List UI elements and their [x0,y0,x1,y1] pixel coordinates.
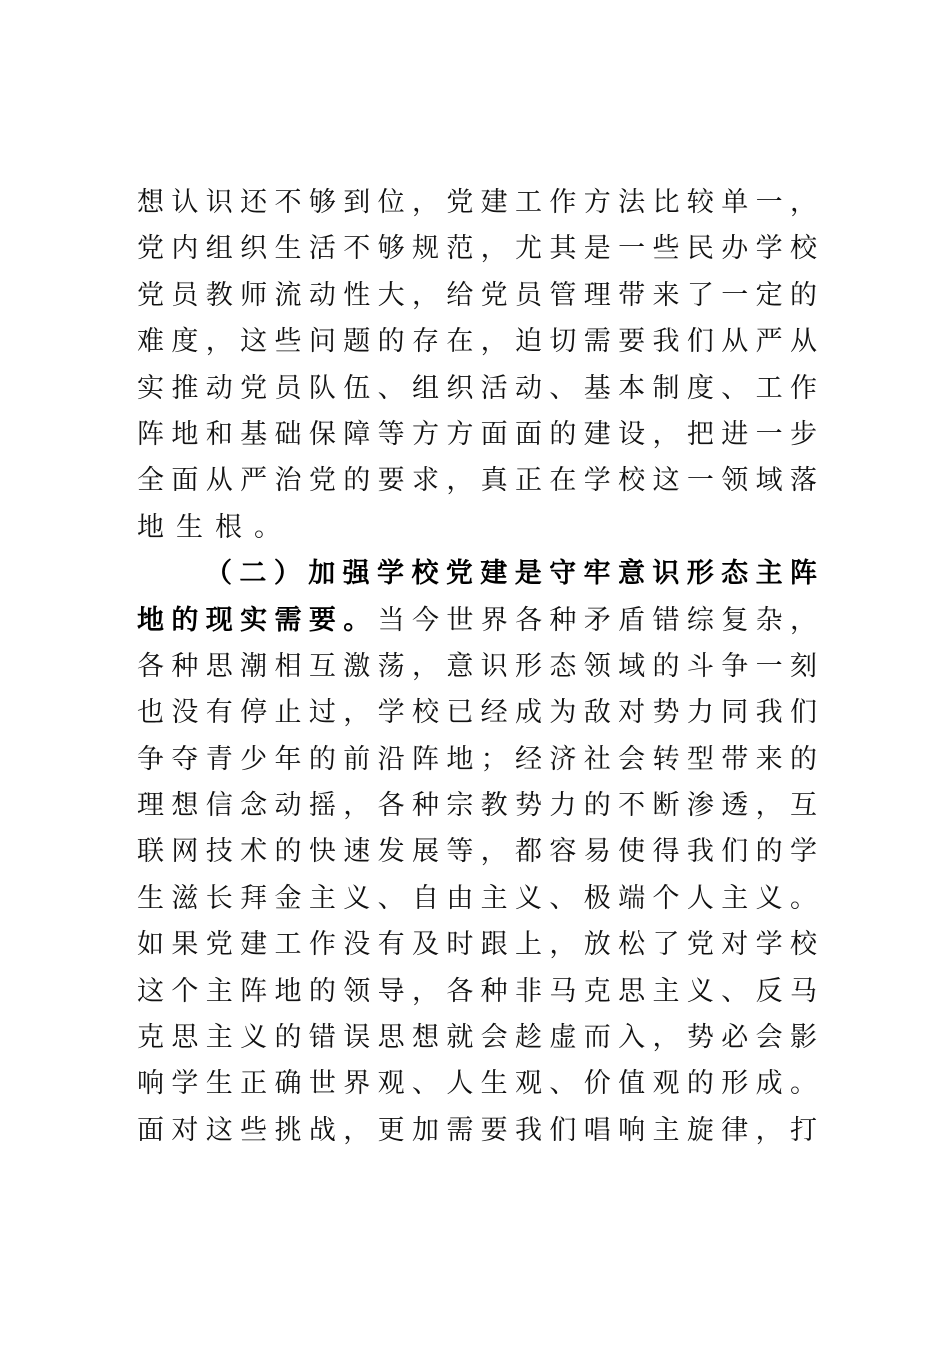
text-line: 克思主义的错误思想就会趁虚而入，势必会影 [137,1022,817,1054]
text-line: 争夺青少年的前沿阵地；经济社会转型带来的 [137,743,817,775]
text-line: 党员教师流动性大，给党员管理带来了一定的 [137,279,817,311]
text-line: 也没有停止过，学校已经成为敌对势力同我们 [137,697,817,729]
text-line: 实推动党员队伍、组织活动、基本制度、工作 [137,372,817,404]
text-line: 全面从严治党的要求，真正在学校这一领域落 [137,465,817,497]
text-line: 面对这些挑战，更加需要我们唱响主旋律，打 [137,1114,817,1146]
text-line: 地生根。 [137,511,293,543]
text-line: 生滋长拜金主义、自由主义、极端个人主义。 [137,882,817,914]
body-text [137,180,817,1154]
text-line: 阵地和基础保障等方方面面的建设，把进一步 [137,418,817,450]
text-line: 难度，这些问题的存在，迫切需要我们从严从 [137,326,817,358]
text-line-with-heading [137,598,817,644]
text-line: 响学生正确世界观、人生观、价值观的形成。 [137,1068,817,1100]
text-fragment: 当今世界各种矛盾错综复杂， [377,604,817,636]
text-line: 党内组织生活不够规范，尤其是一些民办学校 [137,233,817,265]
text-line: 各种思潮相互激荡，意识形态领域的斗争一刻 [137,650,817,682]
section-heading: （二）加强学校党建是守牢意识形态主阵 [205,558,817,590]
text-line: 联网技术的快速发展等，都容易使得我们的学 [137,836,817,868]
text-line: 这个主阵地的领导，各种非马克思主义、反马 [137,975,817,1007]
section-heading-end: 地的现实需要。 [137,604,378,636]
text-line: 想认识还不够到位，党建工作方法比较单一， [137,187,817,218]
text-line: 如果党建工作没有及时跟上，放松了党对学校 [137,929,817,961]
text-line: 理想信念动摇，各种宗教势力的不断渗透，互 [137,790,817,822]
